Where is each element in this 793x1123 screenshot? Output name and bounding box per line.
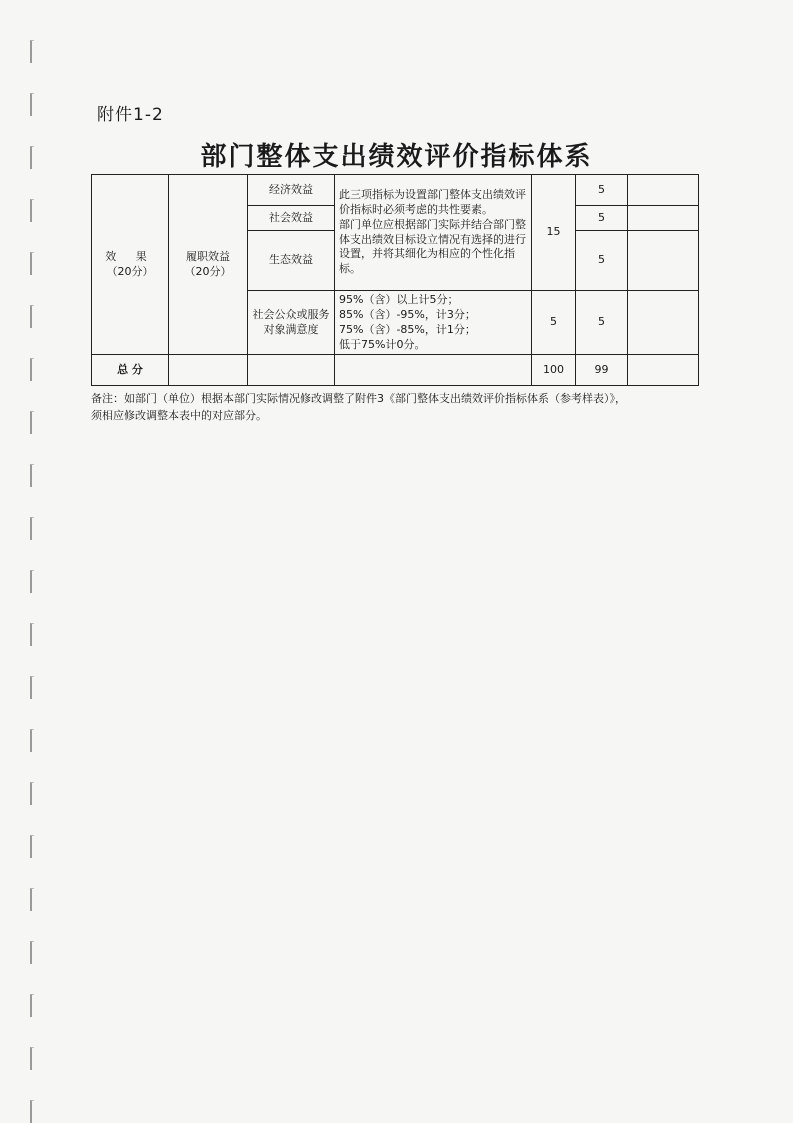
indicator-table [91, 174, 699, 386]
attachment-label: 附件1-2 [97, 105, 164, 125]
group-desc-1: 此三项指标为设置部门整体支出绩效评价指标时必须考虑的共性要素。 [339, 187, 526, 216]
total-actual [628, 355, 699, 386]
level1-score: （20分） [106, 264, 154, 278]
binder-hole [30, 358, 34, 381]
empty-cell [335, 355, 532, 386]
total-label: 总 分 [92, 355, 169, 386]
satisfaction-points: 5 [576, 291, 628, 355]
level2-name: 履职效益 [186, 249, 230, 263]
total-weight: 100 [532, 355, 576, 386]
binder-hole [30, 1100, 34, 1123]
level2-cell [169, 175, 248, 355]
table-row [92, 355, 699, 386]
binder-hole [30, 464, 34, 487]
binder-hole [30, 623, 34, 646]
binder-hole [30, 570, 34, 593]
binder-hole [30, 1047, 34, 1070]
indicator-satisfaction: 社会公众或服务对象满意度 [248, 291, 335, 355]
criteria-line: 低于75%计0分。 [339, 337, 426, 351]
indicator-economic: 经济效益 [248, 175, 335, 206]
binder-hole [30, 411, 34, 434]
criteria-line: 85%（含）-95%，计3分； [339, 307, 476, 321]
criteria-line: 95%（含）以上计5分； [339, 293, 459, 306]
satisfaction-actual [628, 291, 699, 355]
footnote-line: 备注：如部门（单位）根据本部门实际情况修改调整了附件3《部门整体支出绩效评价指标体系（参考样表）》， [91, 392, 626, 405]
group-weight: 15 [532, 175, 576, 291]
empty-cell [169, 355, 248, 386]
actual-economic [628, 175, 699, 206]
points-ecological: 5 [576, 231, 628, 291]
points-economic: 5 [576, 175, 628, 206]
actual-ecological [628, 231, 699, 291]
binder-hole [30, 729, 34, 752]
binder-hole [30, 517, 34, 540]
binder-hole [30, 40, 34, 63]
satisfaction-criteria [335, 291, 532, 355]
group-description [335, 175, 532, 291]
footnote-line: 须相应修改调整本表中的对应部分。 [91, 409, 267, 423]
binder-hole [30, 199, 34, 222]
binder-hole [30, 941, 34, 964]
footnote [91, 390, 711, 424]
level1-cell [92, 175, 169, 355]
binder-hole [30, 676, 34, 699]
points-social: 5 [576, 206, 628, 231]
empty-cell [248, 355, 335, 386]
binder-hole [30, 93, 34, 116]
actual-social [628, 206, 699, 231]
binder-hole [30, 888, 34, 911]
total-points: 99 [576, 355, 628, 386]
group-desc-2: 部门单位应根据部门实际并结合部门整体支出绩效目标设立情况有选择的进行设置，并将其细化为相应的个性化指标。 [339, 217, 526, 276]
level1-name: 效 果 [105, 249, 155, 263]
level2-score: （20分） [184, 264, 232, 278]
binder-hole [30, 835, 34, 858]
binder-hole [30, 252, 34, 275]
binder-hole [30, 782, 34, 805]
binder-hole [30, 994, 34, 1017]
indicator-ecological: 生态效益 [248, 231, 335, 291]
table-row [92, 175, 699, 206]
indicator-social: 社会效益 [248, 206, 335, 231]
binder-hole [30, 305, 34, 328]
satisfaction-weight: 5 [532, 291, 576, 355]
criteria-line: 75%（含）-85%，计1分； [339, 322, 476, 336]
page-title: 部门整体支出绩效评价指标体系 [200, 142, 593, 172]
